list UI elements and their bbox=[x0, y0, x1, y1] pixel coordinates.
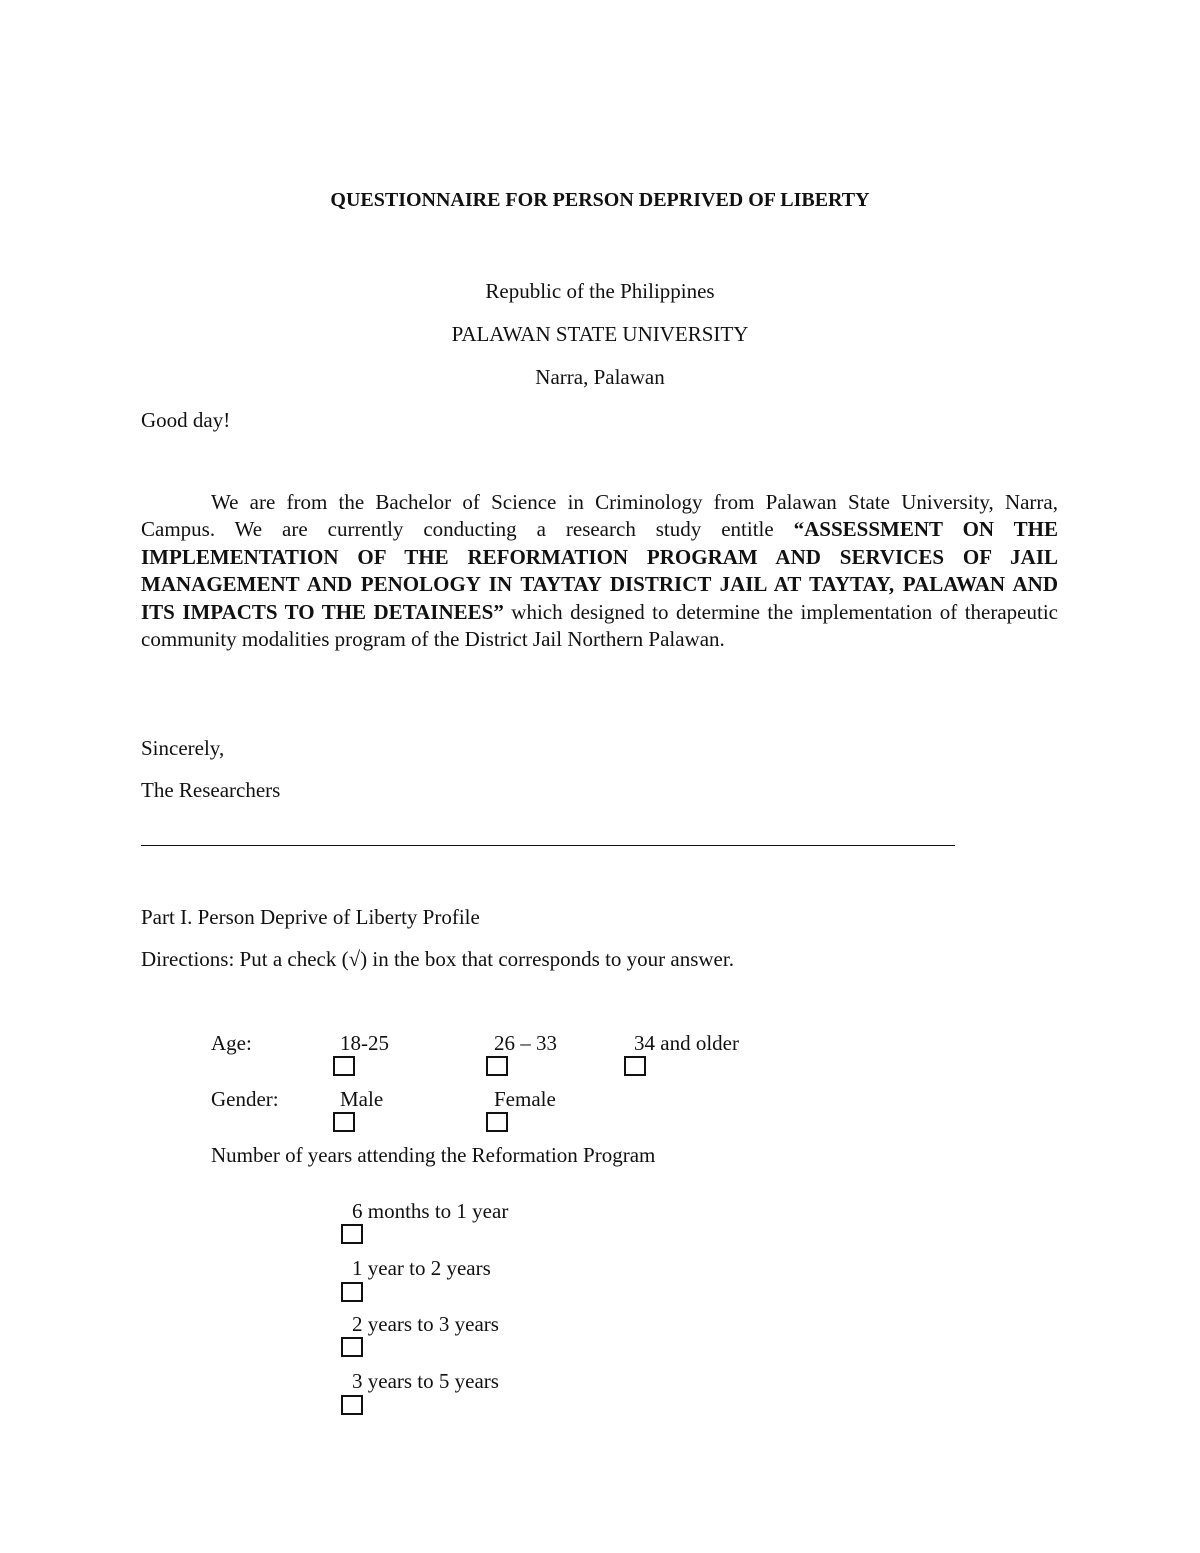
age-option-label: 34 and older bbox=[634, 1031, 739, 1055]
years-option-label: 3 years to 5 years bbox=[352, 1369, 499, 1393]
header-university: PALAWAN STATE UNIVERSITY bbox=[451, 322, 749, 346]
age-26-33-checkbox[interactable] bbox=[486, 1056, 508, 1076]
closing: Sincerely, bbox=[141, 736, 225, 760]
years-option-label: 6 months to 1 year bbox=[352, 1199, 509, 1223]
gender-female-checkbox[interactable] bbox=[486, 1112, 508, 1132]
years-label: Number of years attending the Reformation Program bbox=[211, 1143, 656, 1167]
signature: The Researchers bbox=[141, 778, 281, 802]
age-18-25-checkbox[interactable] bbox=[333, 1056, 355, 1076]
years-option-label: 1 year to 2 years bbox=[352, 1256, 491, 1280]
age-34-older-checkbox[interactable] bbox=[624, 1056, 646, 1076]
gender-label: Gender: bbox=[211, 1087, 279, 1111]
age-option-label: 26 – 33 bbox=[494, 1031, 557, 1055]
greeting: Good day! bbox=[141, 408, 231, 432]
document-title: QUESTIONNAIRE FOR PERSON DEPRIVED OF LIBERTY bbox=[330, 189, 870, 211]
years-2y-3y-checkbox[interactable] bbox=[341, 1337, 363, 1357]
age-option-label: 18-25 bbox=[340, 1031, 389, 1055]
years-option-label: 2 years to 3 years bbox=[352, 1312, 499, 1336]
years-6m-1y-checkbox[interactable] bbox=[341, 1224, 363, 1244]
years-1y-2y-checkbox[interactable] bbox=[341, 1282, 363, 1302]
header-location: Narra, Palawan bbox=[535, 365, 665, 389]
gender-male-checkbox[interactable] bbox=[333, 1112, 355, 1132]
study-title: “ASSESSMENT ON THE IMPLEMENTATION OF THE REFORMATION PROGRAM AND SERVICES OF JAIL MANAGEMENT AND PENOLOGY IN TAYTAY DISTRICT JAIL AT TAYTAY, PALAWAN AND ITS IMPACTS TO THE DETAINEES” bbox=[141, 517, 1059, 624]
part1-heading: Part I. Person Deprive of Liberty Profile bbox=[141, 905, 480, 929]
letter-purpose: which designed to determine the implementation of therapeutic community modalities program of the District Jail Northern Palawan. bbox=[141, 599, 1058, 652]
years-3y-5y-checkbox[interactable] bbox=[341, 1395, 363, 1415]
gender-option-label: Male bbox=[340, 1087, 384, 1111]
divider-line bbox=[141, 845, 955, 846]
gender-option-label: Female bbox=[494, 1087, 556, 1111]
letter-paragraph bbox=[141, 489, 1058, 653]
part1-directions: Directions: Put a check (√) in the box that corresponds to your answer. bbox=[141, 947, 734, 971]
age-label: Age: bbox=[211, 1031, 252, 1055]
header-country: Republic of the Philippines bbox=[485, 279, 715, 303]
letter-intro: We are from the Bachelor of Science in Criminology from Palawan State University, Narra, Campus. We are currently conducting a research study entitle bbox=[141, 490, 1058, 542]
